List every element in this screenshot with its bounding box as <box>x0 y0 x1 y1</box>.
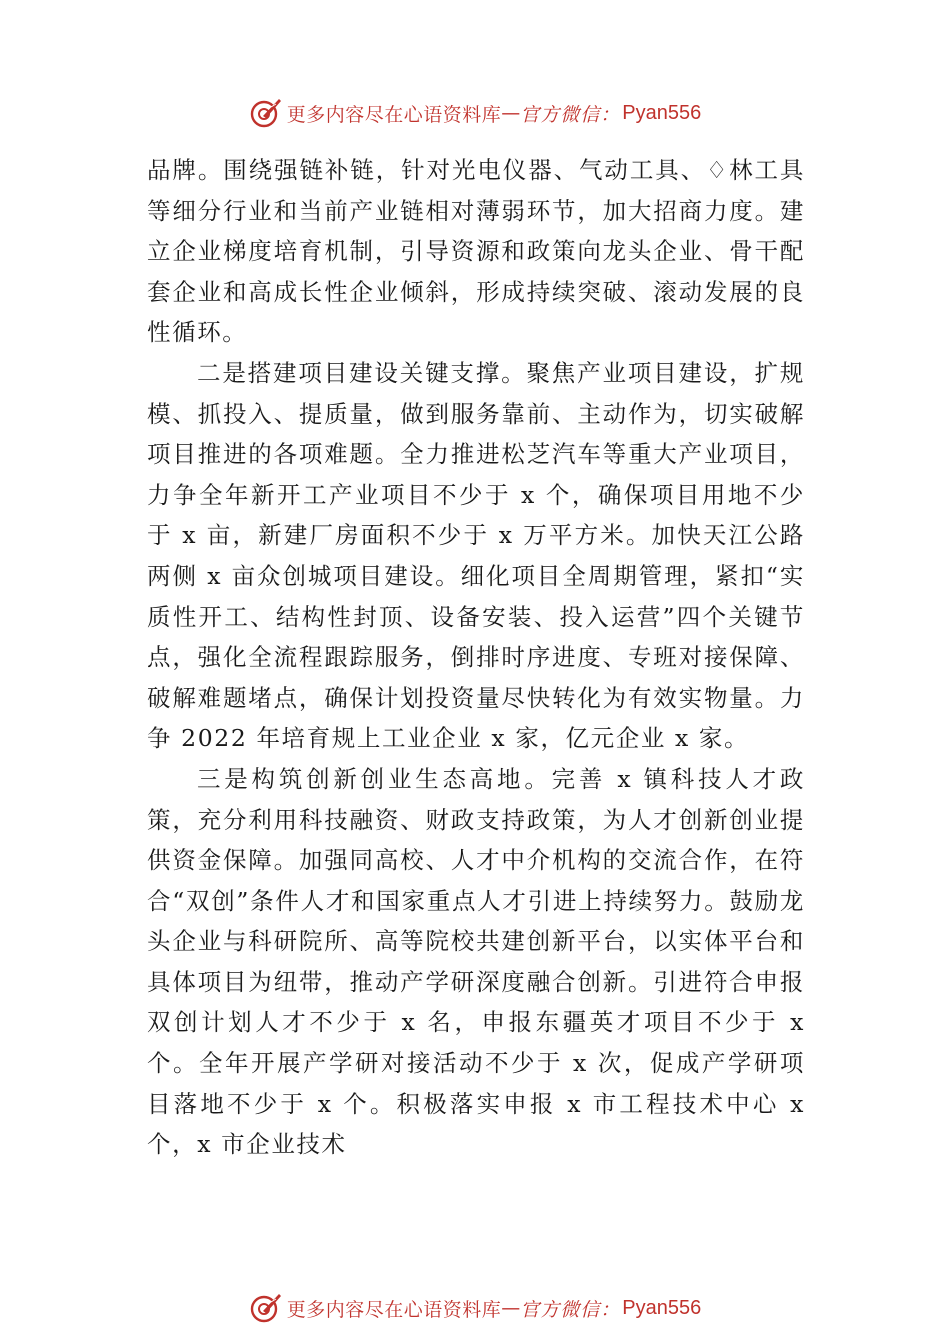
header-wechat-id: Pyan556 <box>622 101 702 124</box>
header-official-label: 官方微信： <box>520 103 621 126</box>
footer-banner <box>0 1288 950 1328</box>
footer-wechat-id: Pyan556 <box>622 1296 702 1319</box>
paragraph-2: 二是搭建项目建设关键支撑。聚焦产业项目建设，扩规模、抓投入、提质量，做到服务靠前、主动作为，切实破解项目推进的各项难题。全力推进松芝汽车等重大产业项目，力争全年新开工产业项目不少于 x 个，确保项目用地不少于 x 亩，新建厂房面积不少于 x 万平方米。加快天江公路两侧 x 亩众创城项目建设。细化项目全周期管理，紧扣“实质性开工、结构性封顶、设备安装、投入运营”四个关键节点，强化全流程跟踪服务，倒排时序进度、专班对接保障、破解难题堵点，确保计划投资量尽快转化为有效实物量。力争 2022 年培育规上工业企业 x 家，亿元企业 x 家。 <box>147 358 805 753</box>
header-banner <box>0 93 950 133</box>
footer-official-label: 官方微信： <box>520 1298 621 1321</box>
footer-dash: — <box>501 1297 521 1319</box>
header-slogan: 更多内容尽在心语资料库 <box>286 103 502 126</box>
header-dash: — <box>501 102 521 124</box>
document-body <box>147 150 805 1165</box>
paragraph-3: 三是构筑创新创业生态高地。完善 x 镇科技人才政策，充分利用科技融资、财政支持政策，为人才创新创业提供资金保障。加强同高校、人才中介机构的交流合作，在符合“双创”条件人才和国家重点人才引进上持续努力。鼓励龙头企业与科研院所、高等院校共建创新平台，以实体平台和具体项目为纽带，推动产学研深度融合创新。引进符合申报双创计划人才不少于 x 名，申报东疆英才项目不少于 x 个。全年开展产学研对接活动不少于 x 次，促成产学研项目落地不少于 x 个。积极落实申报 x 市工程技术中心 x 个，x 市企业技术 <box>147 764 805 1159</box>
feather-logo-icon <box>249 96 283 130</box>
paragraph-1: 品牌。围绕强链补链，针对光电仪器、气动工具、♢林工具等细分行业和当前产业链相对薄弱环节，加大招商力度。建立企业梯度培育机制，引导资源和政策向龙头企业、骨干配套企业和高成长性企业倾斜，形成持续突破、滚动发展的良性循环。 <box>147 156 805 347</box>
footer-slogan: 更多内容尽在心语资料库 <box>286 1298 502 1321</box>
feather-logo-icon <box>249 1291 283 1325</box>
